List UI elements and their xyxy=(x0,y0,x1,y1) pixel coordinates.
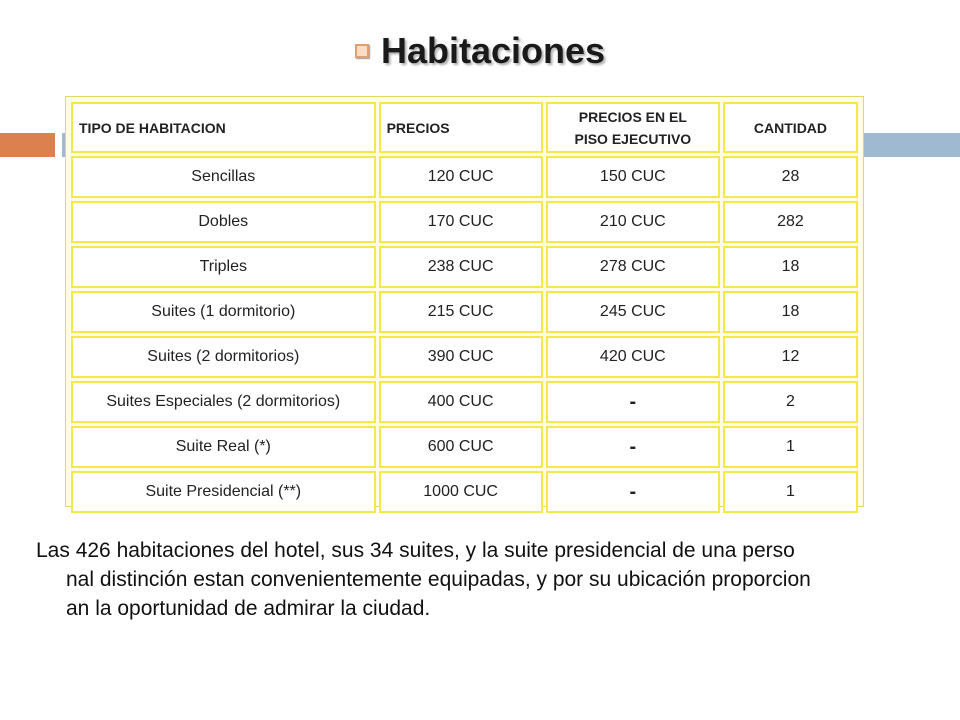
description-paragraph xyxy=(36,536,926,623)
cell-tipo: Suites (1 dormitorio) xyxy=(71,291,376,333)
cell-precio: 170 CUC xyxy=(379,201,543,243)
rooms-table xyxy=(68,99,861,516)
rooms-table-container xyxy=(65,96,864,507)
paragraph-line: Las 426 habitaciones del hotel, sus 34 suites, y la suite presidencial de una perso xyxy=(36,539,795,562)
table-row xyxy=(71,156,858,198)
cell-cantidad: 2 xyxy=(723,381,858,423)
header-tipo: TIPO DE HABITACION xyxy=(71,102,376,153)
table-row xyxy=(71,246,858,288)
table-row xyxy=(71,201,858,243)
table-row xyxy=(71,471,858,513)
title-text: Habitaciones xyxy=(380,30,606,71)
cell-ejecutivo: - xyxy=(546,426,720,468)
cell-tipo: Suites (2 dormitorios) xyxy=(71,336,376,378)
cell-tipo: Suite Presidencial (**) xyxy=(71,471,376,513)
table-row xyxy=(71,336,858,378)
cell-ejecutivo: 245 CUC xyxy=(546,291,720,333)
cell-precio: 390 CUC xyxy=(379,336,543,378)
header-piso-ejecutivo: PRECIOS EN EL PISO EJECUTIVO xyxy=(546,102,720,153)
cell-cantidad: 18 xyxy=(723,246,858,288)
cell-tipo: Triples xyxy=(71,246,376,288)
table-row xyxy=(71,426,858,468)
cell-ejecutivo: 278 CUC xyxy=(546,246,720,288)
cell-precio: 120 CUC xyxy=(379,156,543,198)
cell-cantidad: 12 xyxy=(723,336,858,378)
paragraph-line: nal distinción estan convenientemente equipadas, y por su ubicación proporcion xyxy=(66,568,811,591)
cell-ejecutivo: 420 CUC xyxy=(546,336,720,378)
cell-cantidad: 28 xyxy=(723,156,858,198)
title-container xyxy=(0,30,960,72)
header-precios: PRECIOS xyxy=(379,102,543,153)
table-row xyxy=(71,381,858,423)
header-cantidad: CANTIDAD xyxy=(723,102,858,153)
cell-cantidad: 1 xyxy=(723,471,858,513)
table-header-row xyxy=(71,102,858,153)
accent-bar-left xyxy=(0,133,55,157)
cell-ejecutivo: - xyxy=(546,381,720,423)
cell-cantidad: 18 xyxy=(723,291,858,333)
cell-cantidad: 1 xyxy=(723,426,858,468)
cell-precio: 238 CUC xyxy=(379,246,543,288)
cell-tipo: Suite Real (*) xyxy=(71,426,376,468)
table-row xyxy=(71,291,858,333)
cell-cantidad: 282 xyxy=(723,201,858,243)
cell-tipo: Sencillas xyxy=(71,156,376,198)
cell-ejecutivo: 210 CUC xyxy=(546,201,720,243)
cell-precio: 1000 CUC xyxy=(379,471,543,513)
cell-precio: 600 CUC xyxy=(379,426,543,468)
slide-title xyxy=(355,30,605,72)
paragraph-line: an la oportunidad de admirar la ciudad. xyxy=(66,597,431,620)
cell-ejecutivo: - xyxy=(546,471,720,513)
cell-precio: 215 CUC xyxy=(379,291,543,333)
accent-bar-right xyxy=(862,133,960,157)
square-bullet-icon xyxy=(355,44,369,58)
cell-precio: 400 CUC xyxy=(379,381,543,423)
cell-ejecutivo: 150 CUC xyxy=(546,156,720,198)
cell-tipo: Suites Especiales (2 dormitorios) xyxy=(71,381,376,423)
cell-tipo: Dobles xyxy=(71,201,376,243)
